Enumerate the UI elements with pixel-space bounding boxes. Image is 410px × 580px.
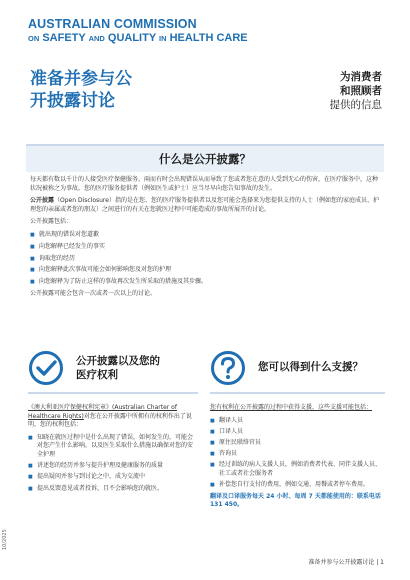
includes-list [30, 231, 382, 287]
list-item: ■ 翻译人员 [210, 417, 382, 426]
logo-word-in: IN [159, 33, 167, 43]
support-rights-link[interactable]: 您有权利在公开披露的过程中获得支援，这些支援可能包括： [210, 404, 373, 411]
logo-line2 [28, 33, 248, 44]
interpreter-service-note: 翻译及口译服务每天 24 小时、每周 7 天都能使用的：联系电话 131 450。 [210, 492, 381, 509]
section-heading: 什么是公开披露？ [159, 152, 251, 166]
list-item: ■ 口译人员 [210, 428, 382, 437]
title-line1: 准备并参与公 [30, 69, 132, 89]
rights-intro [28, 404, 194, 430]
document-code: 10/2025 [2, 529, 8, 550]
list-item: ■ 提出反馈意见或者投诉，且不会影响您的就医。 [28, 485, 194, 494]
list-item: ■ 原住民联络官员 [210, 439, 382, 448]
logo-line1: AUSTRALIAN COMMISSION [28, 17, 197, 31]
page-footer: 准备并参与公开披露讨论 | 1 [308, 559, 384, 566]
logo-word-safety: SAFETY [42, 31, 86, 44]
list-item: ■ 提出疑问并参与到讨论之中，成为交流中 [28, 473, 194, 482]
list-item: ■ 询取您的经历 [30, 255, 382, 264]
logo-word-health-care: HEALTH CARE [169, 31, 248, 44]
list-item: ■ 补偿您自行支付的费用，例如交通、用餐或者停车费用。 [210, 481, 382, 490]
page-title [30, 68, 132, 112]
rights-heading-line1: 公开披露以及您的 [76, 355, 160, 367]
logo-word-quality: QUALITY [107, 31, 156, 44]
list-item: ■ 知晓在就医过程中是什么出现了错误，如何发生的，可能会对您产生什么影响，以及医生采取什么措施以确保对您的安全护理 [28, 434, 194, 460]
definition-text: （Open Disclosure）指的是在您、您的医疗服务提供者以及您可能会选择来为您提供支持的人士（例如您的家庭成员、护理您的亲属或者您的朋友）之间进行的有关在您就医过程中可能造成的事故所展开的讨论。 [30, 197, 379, 213]
para-intro: 每天都有数以千计的人接受医疗保健服务。兩而有时会出现错误从而导致了您或者您在意的人受到无心的伤害，在医疗服务中，这种状况被称之为事故。您的医疗服务提供者（例如医生或护士）应当尽早向您告知事故的发生。 [30, 176, 379, 192]
divider [28, 392, 198, 394]
support-list [210, 417, 382, 490]
audience-line3: 提供的信息 [329, 99, 382, 111]
checkmark-icon [28, 350, 64, 386]
section-body [30, 176, 382, 302]
para-includes: 公开披露包括： [30, 218, 73, 226]
rights-heading-line2: 医疗权利 [76, 369, 118, 381]
audience-label [330, 70, 383, 112]
list-item: ■ 向您解释为了防止这样的事故再次发生所采取的措施及其步骤。 [30, 278, 382, 287]
title-line2: 开披露讨论 [30, 91, 115, 111]
list-item: ■ 向您解释此次事故可能会如何影响您及对您的护理 [30, 266, 382, 275]
support-intro [210, 404, 382, 413]
list-item: ■ 向您解释已经发生的事实 [30, 243, 382, 252]
charter-link[interactable]: 《澳大利亚医疗保健权利宪章》(Australian Charter of Healthcare Rights) [28, 404, 177, 420]
list-item: ■ 讲述您的经历并参与提升护理及健康服务的质量 [28, 462, 194, 471]
logo-word-on: ON [28, 33, 40, 43]
audience-line1: 为消费者 [340, 71, 382, 83]
rights-list [28, 434, 194, 493]
list-item: ■ 咨询员 [210, 450, 382, 459]
question-icon [210, 350, 246, 386]
rights-heading [76, 354, 160, 382]
divider [210, 392, 385, 394]
list-item: ■ 经过训练的病人支援人员，例如消费者代表、同伴支援人员、社工或者社会服务者 [210, 461, 382, 478]
commission-logo [28, 18, 248, 44]
logo-word-and: AND [88, 33, 105, 43]
support-body [210, 404, 382, 514]
audience-line2: 和照顾者 [340, 85, 382, 97]
rights-body [28, 404, 194, 496]
para-definition [30, 197, 382, 214]
support-heading: 您可以得到什么支援？ [258, 361, 363, 373]
list-item: ■ 就出现的错误对您道歉 [30, 231, 382, 240]
para-discussions: 公开披露可能会包含一次或者一次以上的讨论。 [30, 289, 157, 297]
section-heading-bar [26, 144, 384, 172]
term-open-disclosure: 公开披露 [30, 197, 55, 205]
rights-intro-text: 对您在公开披露中所拥有的权利作出了说明，您的权利包括： [28, 412, 192, 429]
